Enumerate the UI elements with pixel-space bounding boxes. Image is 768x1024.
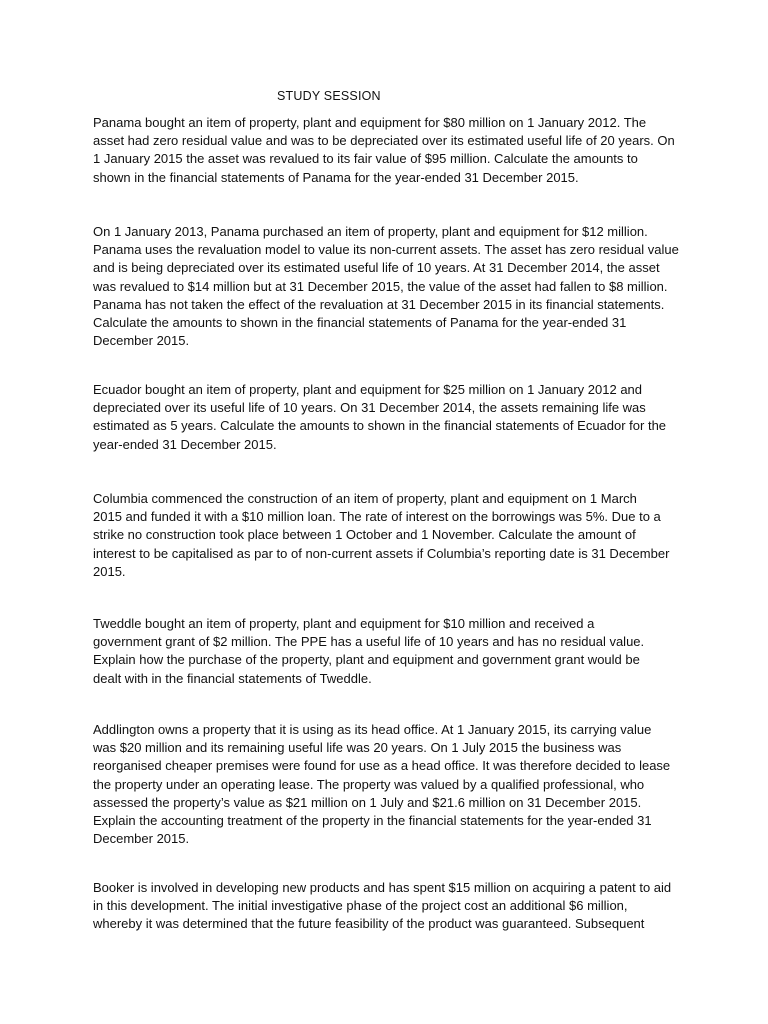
text-line: Booker is involved in developing new products and has spent $15 million on acquiring a patent to aid [93,880,672,895]
text-line: 1 January 2015 the asset was revalued to its fair value of $95 million. Calculate the amounts to [93,151,638,167]
text-line: the property under an operating lease. The property was valued by a qualified professional, who [93,776,645,792]
text-line: December 2015. [93,831,190,847]
text-line: shown in the financial statements of Panama for the year-ended 31 December 2015. [93,169,579,185]
text-line: was $20 million and its remaining useful life was 20 years. On 1 July 2015 the business was [93,740,622,756]
text-line: Explain the accounting treatment of the property in the financial statements for the year-ended 31 [93,813,652,829]
text-line: and is being depreciated over its estimated useful life of 10 years. At 31 December 2014, the asset [93,260,660,276]
text-line: 2015 and funded it with a $10 million loan. The rate of interest on the borrowings was 5%. Due to a [93,509,661,525]
text-line: Addlington owns a property that it is using as its head office. At 1 January 2015, its carrying value [93,722,652,737]
question-tweddle [93,615,683,688]
question-booker [93,879,683,934]
text-line: strike no construction took place between 1 October and 1 November. Calculate the amount of [93,527,636,543]
question-panama-revaluation-2013 [93,223,683,350]
text-line: reorganised cheaper premises were found for use as a head office. It was therefore decided to lease [93,758,671,774]
text-line: Panama has not taken the effect of the revaluation at 31 December 2015 in its financial statements. [93,296,665,312]
question-ecuador [93,381,683,454]
question-addlington [93,721,683,848]
text-line: was revalued to $14 million but at 31 December 2015, the value of the asset had fallen to $8 million. [93,278,668,294]
text-line: asset had zero residual value and was to be depreciated over its estimated useful life of 20 years. On [93,133,675,149]
text-line: Columbia commenced the construction of an item of property, plant and equipment on 1 March [93,491,637,506]
page-title: STUDY SESSION [277,89,381,103]
text-line: government grant of $2 million. The PPE has a useful life of 10 years and has no residual value. [93,634,645,650]
text-line: Calculate the amounts to shown in the financial statements of Panama for the year-ended 31 [93,315,627,331]
text-line: Tweddle bought an item of property, plant and equipment for $10 million and received a [93,616,595,631]
text-line: December 2015. [93,333,190,349]
text-line: assessed the property’s value as $21 million on 1 July and $21.6 million on 31 December 2015. [93,794,642,810]
text-line: whereby it was determined that the future feasibility of the product was guaranteed. Subsequent [93,916,645,932]
text-line: Panama bought an item of property, plant and equipment for $80 million on 1 January 2012. The [93,115,647,130]
text-line: depreciated over its useful life of 10 years. On 31 December 2014, the assets remaining life was [93,400,646,416]
text-line: year-ended 31 December 2015. [93,436,277,452]
text-line: interest to be capitalised as par to of non-current assets if Columbia’s reporting date is 31 December [93,545,670,561]
text-line: On 1 January 2013, Panama purchased an item of property, plant and equipment for $12 million. [93,224,648,239]
question-columbia [93,490,683,581]
text-line: in this development. The initial investigative phase of the project cost an additional $6 million, [93,898,628,914]
text-line: estimated as 5 years. Calculate the amounts to shown in the financial statements of Ecuador for the [93,418,667,434]
question-panama-revaluation-2012 [93,114,683,187]
text-line: dealt with in the financial statements of Tweddle. [93,670,372,686]
text-line: 2015. [93,563,126,579]
text-line: Ecuador bought an item of property, plant and equipment for $25 million on 1 January 2012 and [93,382,643,397]
text-line: Explain how the purchase of the property, plant and equipment and government grant would be [93,652,640,668]
text-line: Panama uses the revaluation model to value its non-current assets. The asset has zero residual value [93,242,679,258]
